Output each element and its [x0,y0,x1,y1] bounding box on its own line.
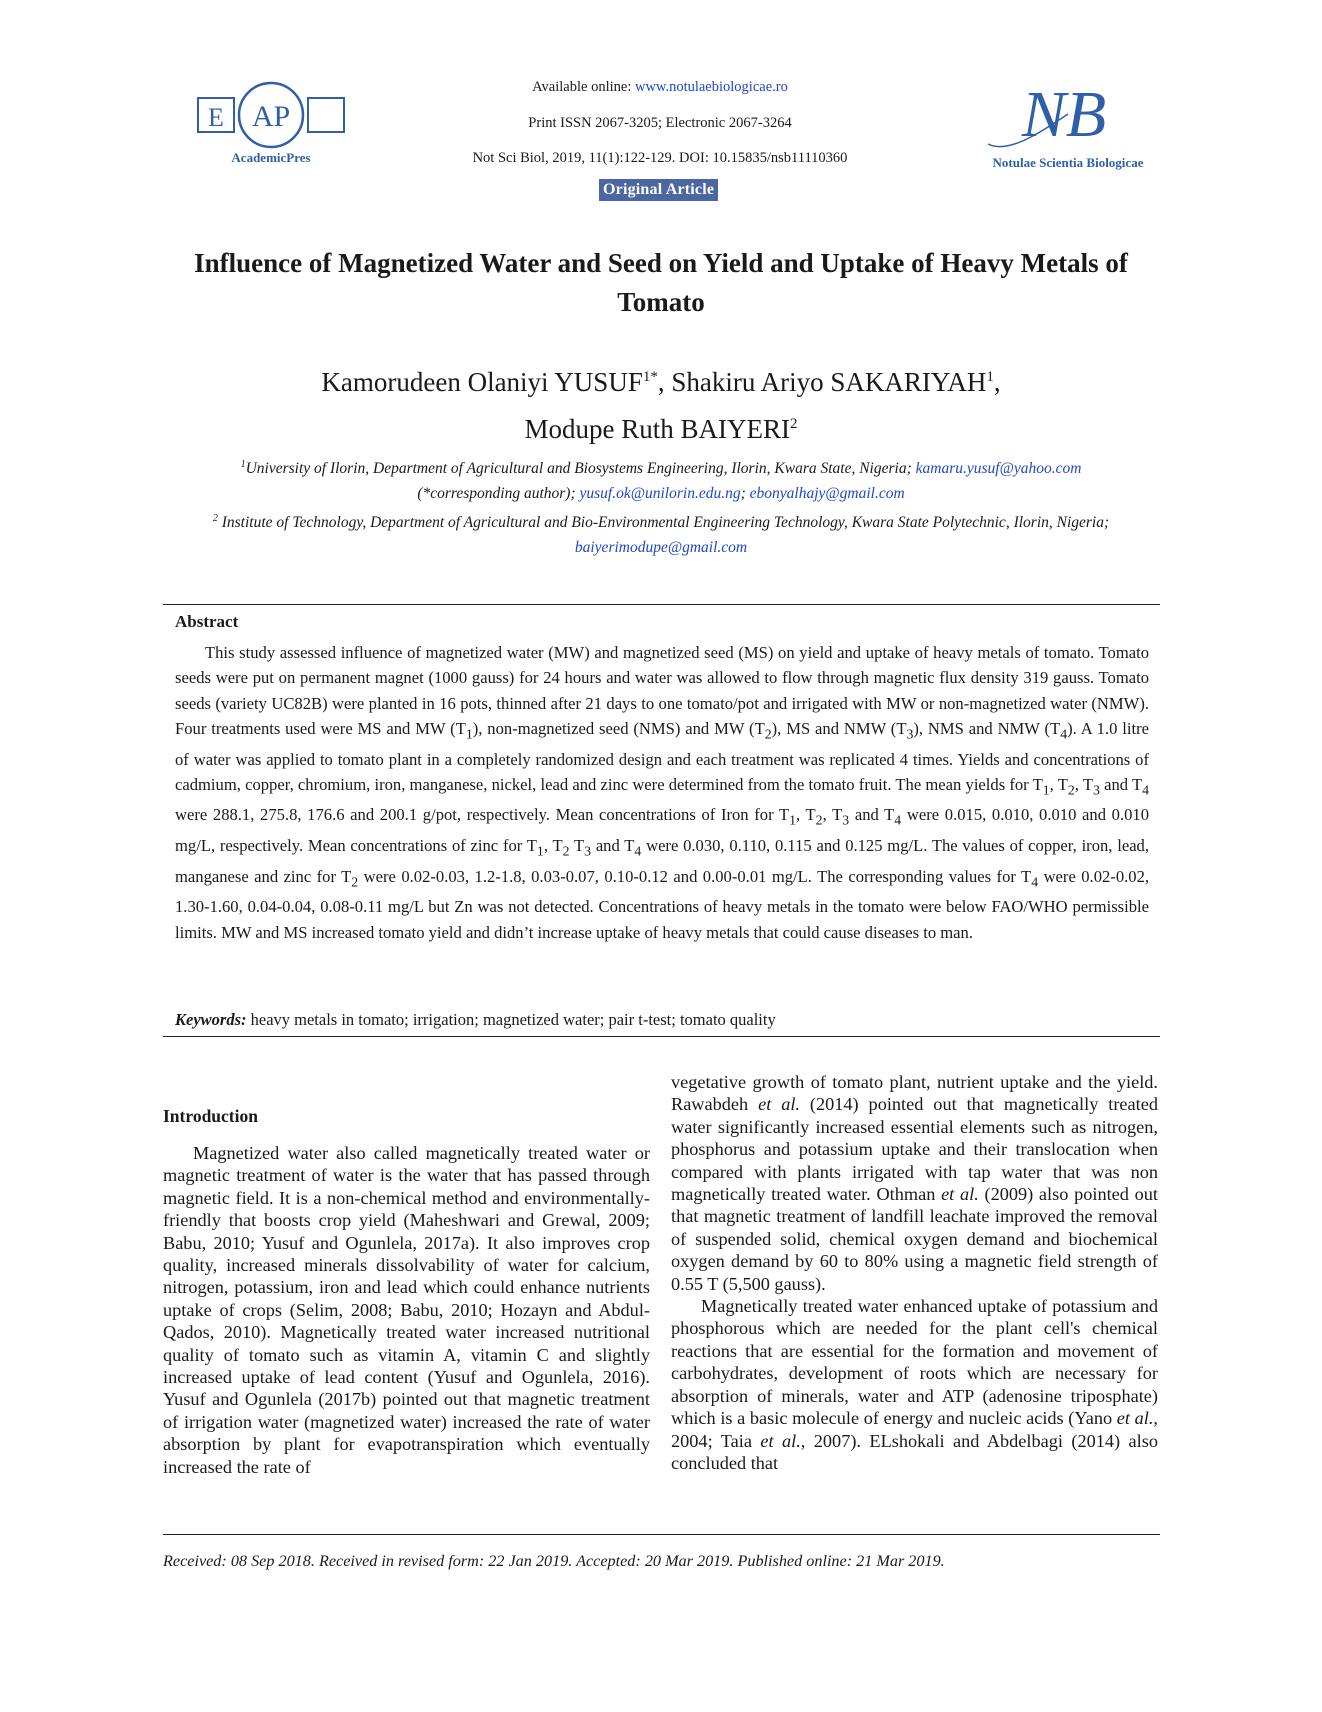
article-type-badge: Original Article [599,179,718,201]
intro-paragraph-2: Magnetically treated water enhanced uptake of potassium and phosphorous which are needed for the plant cell's chemical reactions that are essential for the formation and movement of carbohydrates, development of roots which are necessary for absorption of minerals, water and ATP (adenosine triposphate) which is a basic molecule of energy and nucleic acids (Yano et al., 2004; Taia et al., 2007). ELshokali and Abdelbagi (2014) also concluded that [671,1296,1158,1473]
affiliations [170,452,1152,560]
email-link-4[interactable]: baiyerimodupe@gmail.com [574,539,748,557]
intro-paragraph-1-cont: vegetative growth of tomato plant, nutrient uptake and the yield. Rawabdeh et al. (2014) pointed out that magnetically treated water significantly increased essential elements such as nitrogen, phosphorus and potassium uptake and their translocation when compared with plants irrigated with tap water that was non magnetically treated water. Othman et al. (2009) also pointed out that magnetic treatment of landfill leachate improved the removal of suspended solid, chemical oxygen demand and biochemical oxygen demand by 60 to 80% using a magnetic field strength of 0.55 T (5,500 gauss). [671,1072,1158,1294]
keywords-line [175,1010,1149,1030]
notulae-logo [968,74,1148,174]
corresponding-note: (*corresponding author); [417,485,580,503]
svg-text:E: E [208,103,224,132]
introduction-heading: Introduction [163,1106,258,1126]
abstract-heading: Abstract [175,612,239,631]
abstract-text: This study assessed influence of magnetized water (MW) and magnetized seed (MS) on yield and uptake of heavy metals of tomato. Tomato seeds were put on permanent magnet (1000 gauss) for 24 hours and water was allowed to flow through magnetic flux density 319 gauss. Tomato seeds (variety UC82B) were planted in 16 pots, thinned after 21 days to one tomato/pot and irrigated with MW or non-magnetized water (NMW). Four treatments used were MS and MW $(T_1)$, non-magnetized seed (NMS) and MW $(T_2)$, MS and NMW $(T_3)$, NMS and NMW $(T_4)$. A 1.0 litre of water was applied to tomato plant in a completely randomized design and each treatment was replicated 4 times. Yields and concentrations of cadmium, copper, chromium, iron, manganese, nickel, lead and zinc were determined from the tomato fruit. The mean yields for $T_1$, $T_2$, $T_3$ and $T_4$ were 288.1, 275.8, 176.6 and 200.1 g/pot, respectively. Mean concentrations of Iron for $T_1$, $T_2$, $T_3$ and $T_4$ were 0.015, 0.010, 0.010 and 0.010 mg/L, respectively. Mean concentrations of zinc for $T_1$, $T_2$ $T_3$ and $T_4$ were 0.030, 0.110, 0.115 and 0.125 mg/L. The values of copper, iron, lead, manganese and zinc for $T_2$ were 0.02-0.03, 1.2-1.8, 0.03-0.07, 0.10-0.12 and 0.00-0.01 mg/L. The corresponding values for $T_4$ were 0.02-0.02, 1.30-1.60, 0.04-0.04, 0.08-0.11 mg/L but Zn was not detected. Concentrations of heavy metals in the tomato were below FAO/WHO permissible limits. MW and MS increased tomato yield and didn’t increase uptake of heavy metals that could cause diseases to man. [175,643,1150,942]
author-2: Shakiru Ariyo SAKARIYAH [671,367,987,397]
keywords-text: heavy metals in tomato; irrigation; magnetized water; pair t-test; tomato quality [246,1010,776,1029]
svg-text:AP: AP [251,100,291,133]
academicpres-caption: AcademicPres [231,150,311,165]
journal-website-link[interactable]: www.notulaebiologicae.ro [634,79,788,95]
author-1-sup: 1* [642,369,658,385]
aff1-sup: 1 [240,459,246,470]
footer-rule [163,1534,1160,1535]
email-link-1[interactable]: kamaru.yusuf@yahoo.com [915,460,1082,478]
keywords-bottom-rule [163,1036,1160,1037]
svg-text:NB: NB [1021,78,1107,151]
affiliation-1: University of Ilorin, Department of Agricultural and Biosystems Engineering, Ilorin, Kwara State, Nigeria; [245,460,916,478]
author-1: Kamorudeen Olaniyi YUSUF [321,367,643,397]
email-link-2[interactable]: yusuf.ok@unilorin.edu.ng [579,485,741,503]
email-separator: ; [740,485,750,503]
author-3: Modupe Ruth BAIYERI [524,414,790,444]
intro-left-column [163,1142,650,1478]
affiliation-2: Institute of Technology, Department of Agricultural and Bio-Environmental Engineering Technology, Kwara State Polytechnic, Ilorin, Nigeria; [217,514,1110,532]
academicpres-logo [190,78,350,168]
issn-line: Print ISSN 2067-3205; Electronic 2067-3264 [528,115,792,131]
keywords-label: Keywords: [175,1010,247,1029]
aff2-sup: 2 [212,513,218,525]
author-2-sup: 1 [986,369,994,385]
citation-line: Not Sci Biol, 2019, 11(1):122-129. DOI: 10.15835/nsb11110360 [472,150,848,166]
email-link-3[interactable]: ebonyalhajy@gmail.com [749,485,905,503]
intro-right-column [671,1071,1158,1474]
available-online [440,79,880,96]
available-label: Available online: [532,79,635,95]
author-3-sup: 2 [790,416,798,432]
notulae-caption: Notulae Scientia Biologicae [992,155,1144,170]
author-list: Kamorudeen Olaniyi $YUSUF^{1*}$, Shakiru Ariyo SAKARIYAH$^1$, Modupe Ruth BAIYERI$^2$ [321,367,1001,444]
intro-paragraph-1: Magnetized water also called magnetically treated water or magnetic treatment of water is the water that has passed through magnetic field. It is a non-chemical method and environmentally-friendly that boosts crop yield (Maheshwari and Grewal, 2009; Babu, 2010; Yusuf and Ogunlela, 2017a). It also improves crop quality, increased minerals dissolvability of water for calcium, nitrogen, potassium, iron and lead which could enhance nutrients uptake of crops (Selim, 2008; Babu, 2010; Hozayn and Abdul-Qados, 2010). Magnetically treated water increased nutritional quality of tomato such as vitamin A, vitamin C and slightly increased uptake of lead content (Yusuf and Ogunlela, 2016). Yusuf and Ogunlela (2017b) pointed out that magnetic treatment of irrigation water (magnetized water) increased the rate of water absorption by plant for evapotranspiration which eventually increased the rate of [163,1143,650,1477]
abstract-top-rule [163,604,1160,605]
article-title: Influence of Magnetized Water and Seed on Yield and Uptake of Heavy Metals of Tomato [194,248,1128,317]
received-dates: Received: 08 Sep 2018. Received in revised form: 22 Jan 2019. Accepted: 20 Mar 2019. Published online: 21 Mar 2019. [163,1552,945,1570]
